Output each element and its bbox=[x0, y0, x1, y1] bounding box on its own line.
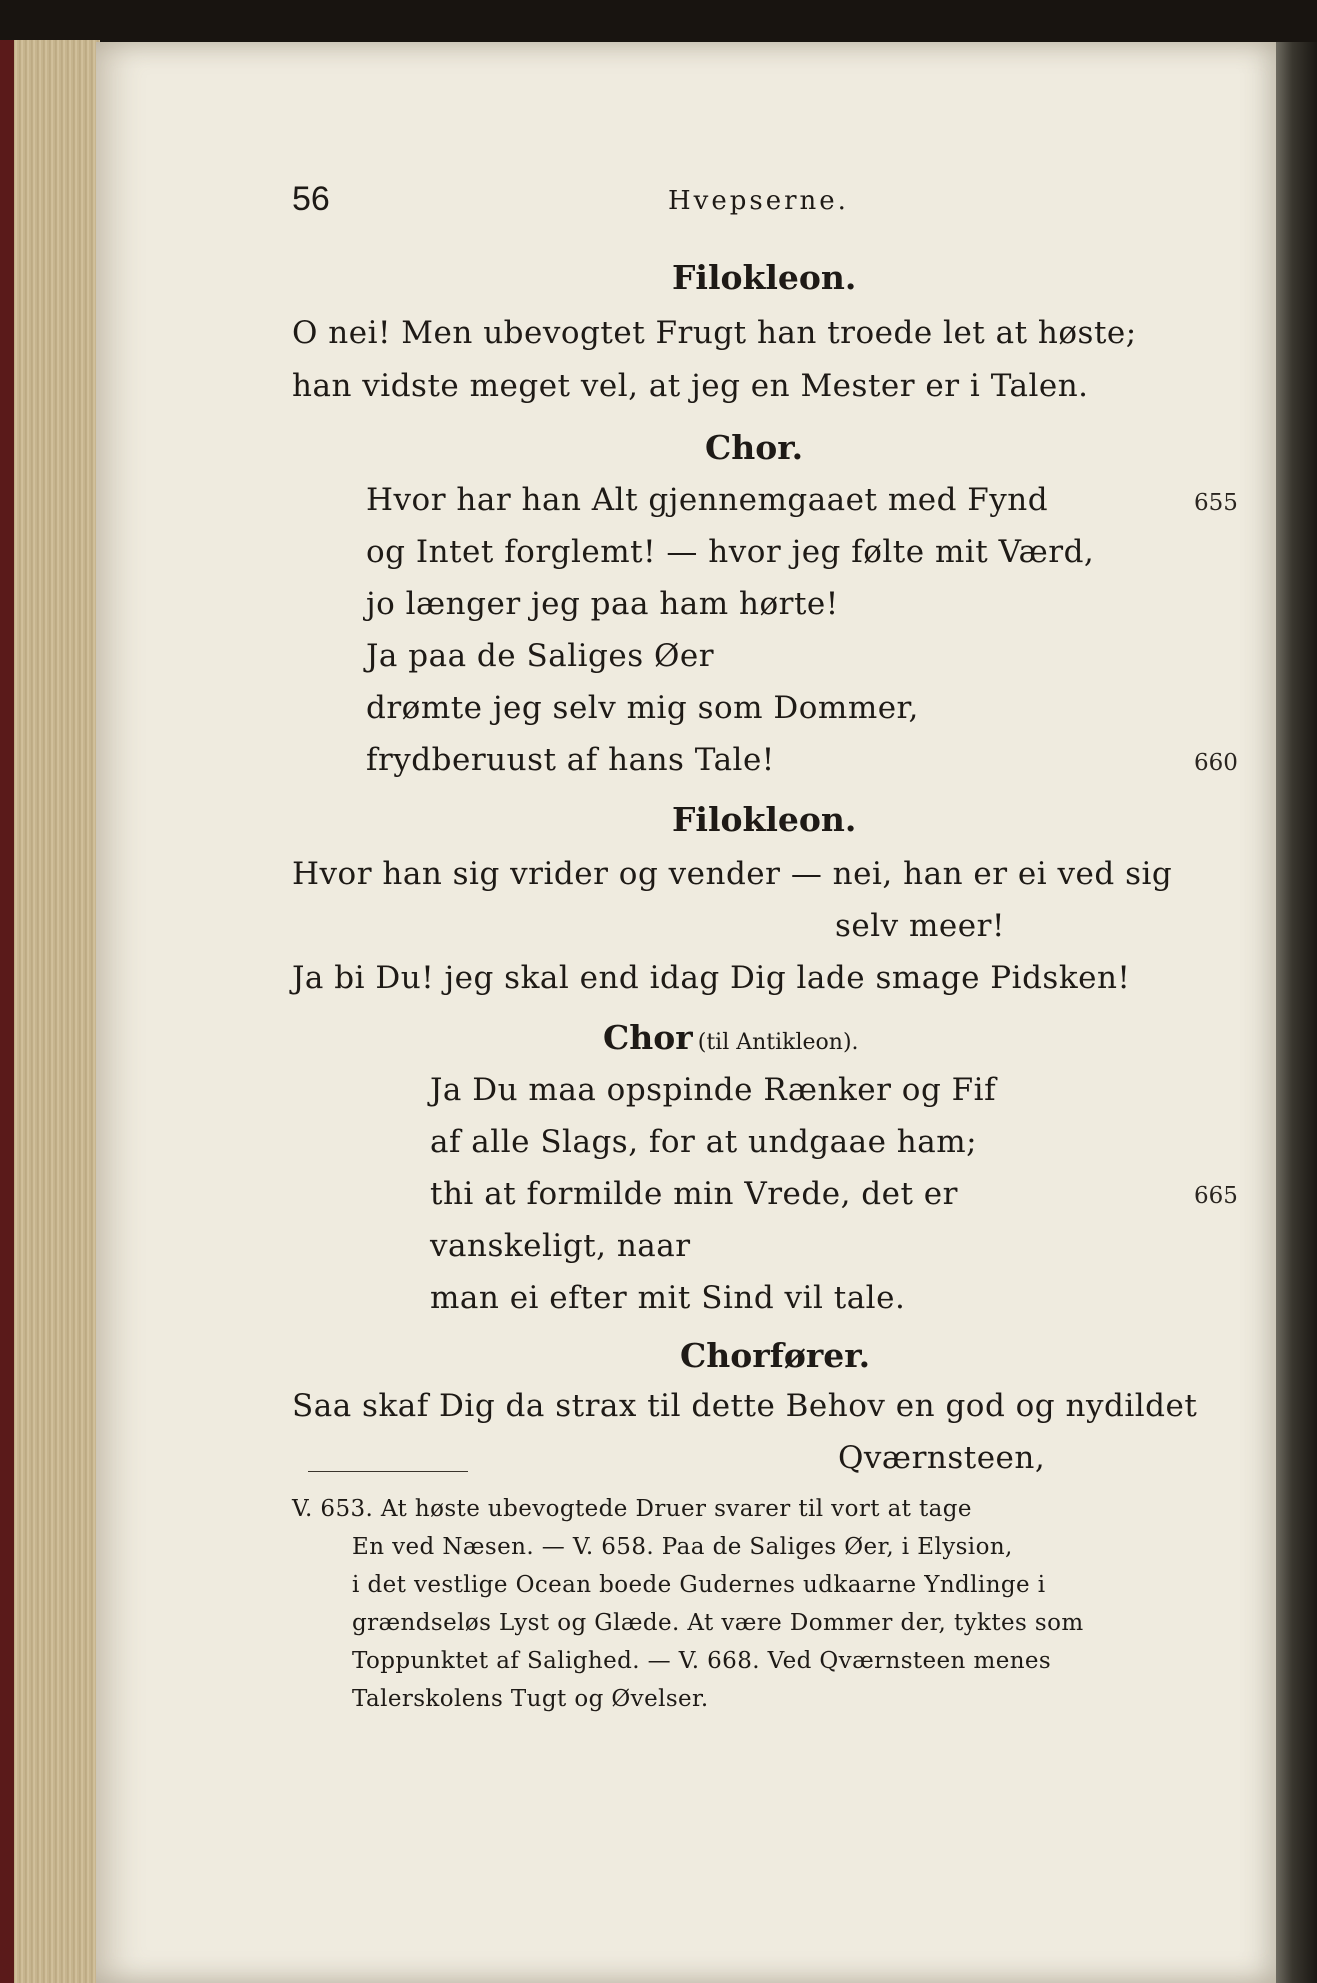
verse-line: han vidste meget vel, at jeg en Mester er i Talen. bbox=[292, 368, 1089, 404]
line-number: 660 bbox=[1194, 750, 1238, 776]
verse-line: Hvor har han Alt gjennemgaaet med Fynd bbox=[366, 482, 1049, 518]
footnote-line: Talerskolens Tugt og Øvelser. bbox=[352, 1686, 709, 1712]
speaker-name: Chor bbox=[603, 1018, 693, 1057]
verse-line: Ja paa de Saliges Øer bbox=[366, 638, 715, 674]
speaker-chor: Chor. bbox=[705, 428, 804, 467]
verse-line: jo længer jeg paa ham hørte! bbox=[366, 586, 839, 622]
book-page-edges bbox=[0, 40, 100, 1983]
verse-line: af alle Slags, for at undgaae ham; bbox=[430, 1124, 978, 1160]
footnote-line: En ved Næsen. — V. 658. Paa de Saliges Øer, i Elysion, bbox=[352, 1534, 1013, 1560]
footnote-line: Toppunktet af Salighed. — V. 668. Ved Qværnsteen menes bbox=[352, 1648, 1052, 1674]
page-number: 56 bbox=[292, 180, 330, 218]
verse-line: vanskeligt, naar bbox=[430, 1228, 691, 1264]
verse-line: Ja bi Du! jeg skal end idag Dig lade smage Pidsken! bbox=[292, 960, 1131, 996]
verse-line: og Intet forglemt! — hvor jeg følte mit Værd, bbox=[366, 534, 1095, 570]
verse-line: Saa skaf Dig da strax til dette Behov en god og nydildet bbox=[292, 1388, 1198, 1424]
stage-direction: (til Antikleon). bbox=[697, 1030, 859, 1055]
footnote-rule bbox=[308, 1471, 468, 1472]
footnote-line: grændseløs Lyst og Glæde. At være Dommer der, tyktes som bbox=[352, 1610, 1084, 1636]
verse-line: frydberuust af hans Tale! bbox=[366, 742, 775, 778]
verse-line: thi at formilde min Vrede, det er bbox=[430, 1176, 958, 1212]
line-number: 655 bbox=[1194, 490, 1238, 516]
line-number: 665 bbox=[1194, 1183, 1238, 1209]
speaker-filokleon: Filokleon. bbox=[672, 258, 857, 297]
footnote-line: i det vestlige Ocean boede Gudernes udkaarne Yndlinge i bbox=[352, 1572, 1046, 1598]
verse-line: Ja Du maa opspinde Rænker og Fif bbox=[430, 1072, 997, 1108]
footnote-line: V. 653. At høste ubevogtede Druer svarer til vort at tage bbox=[292, 1496, 972, 1522]
verse-line-continuation: selv meer! bbox=[835, 908, 1005, 944]
verse-line: O nei! Men ubevogtet Frugt han troede let at høste; bbox=[292, 315, 1137, 351]
book-spine bbox=[0, 40, 14, 1983]
speaker-chor-with-direction bbox=[603, 1018, 859, 1057]
verse-line-continuation: Qværnsteen, bbox=[838, 1440, 1046, 1476]
verse-line: drømte jeg selv mig som Dommer, bbox=[366, 690, 919, 726]
verse-line: man ei efter mit Sind vil tale. bbox=[430, 1280, 906, 1316]
page-gutter-shadow bbox=[1276, 42, 1317, 1983]
speaker-filokleon: Filokleon. bbox=[672, 800, 857, 839]
running-title: Hvepserne. bbox=[668, 186, 849, 216]
verse-line: Hvor han sig vrider og vender — nei, han er ei ved sig bbox=[292, 856, 1173, 892]
speaker-chorforer: Chorfører. bbox=[680, 1336, 871, 1375]
